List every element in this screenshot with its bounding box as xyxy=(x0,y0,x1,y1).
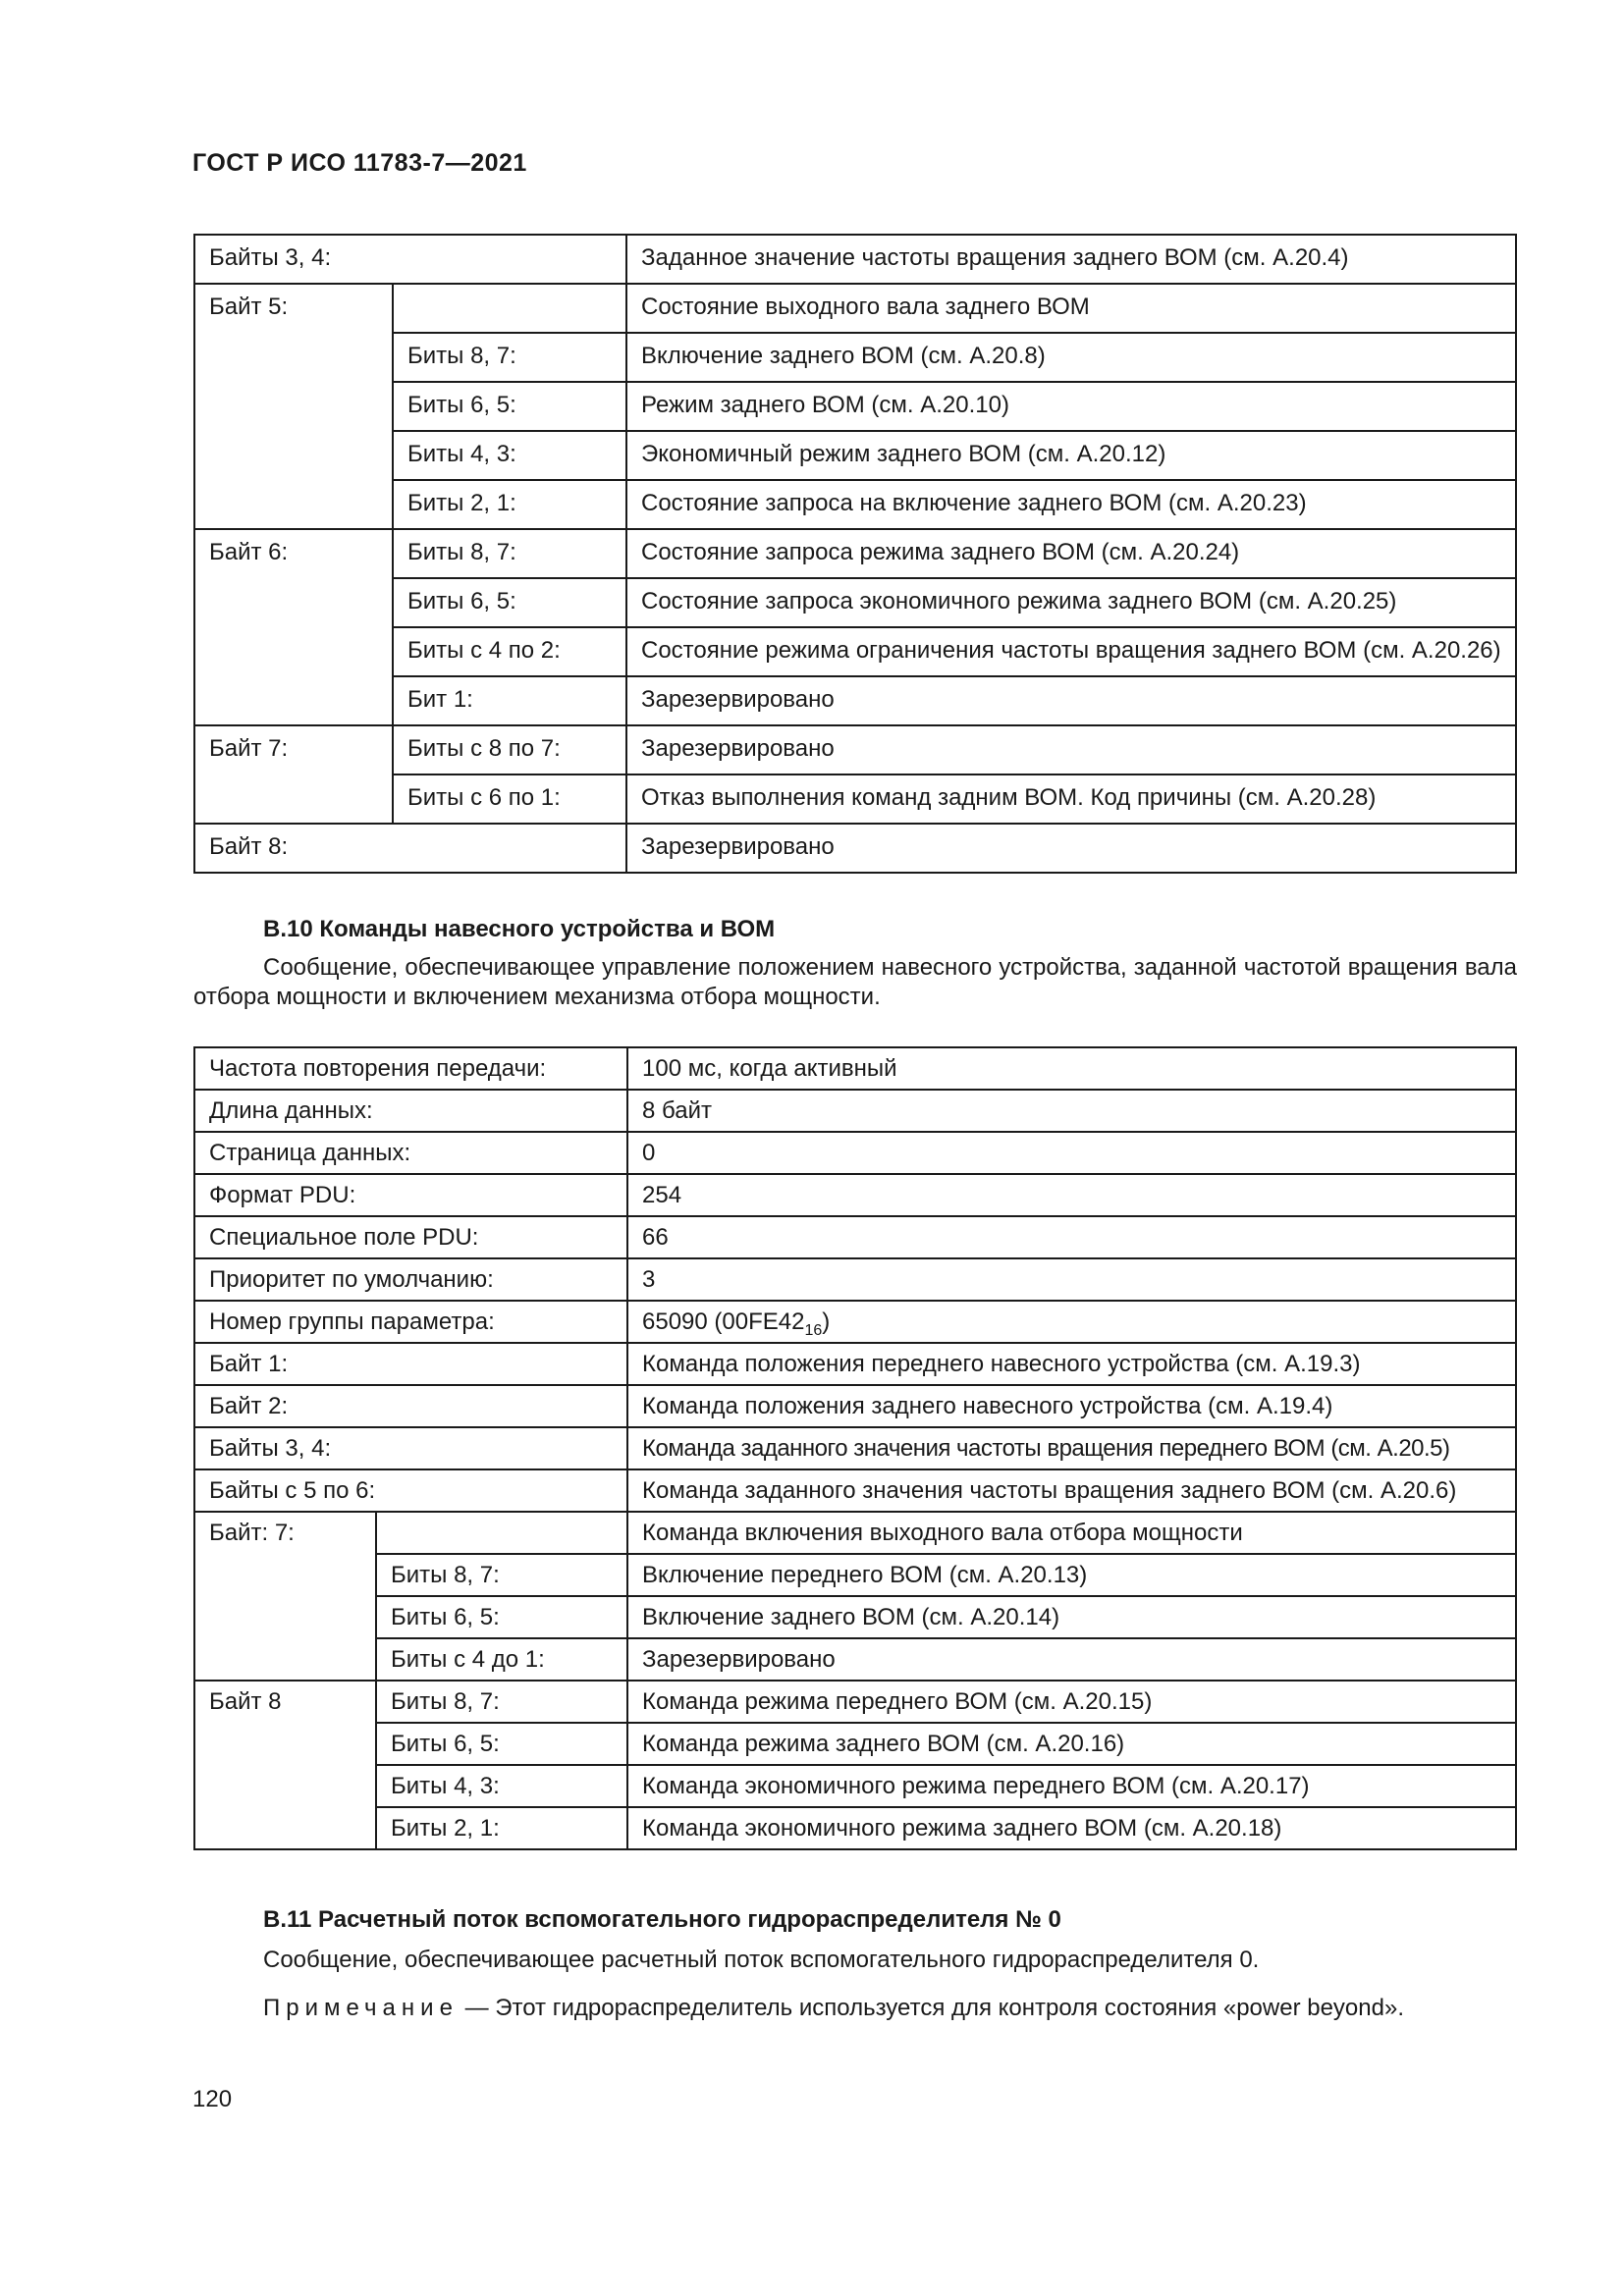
bits-label: Биты 8, 7: xyxy=(376,1681,627,1723)
table-row xyxy=(194,824,1516,873)
byte-label: Байт: 7: xyxy=(194,1512,376,1681)
byte-label: Байт 6: xyxy=(194,529,393,725)
table-row xyxy=(194,333,1516,382)
bits-description: Зарезервировано xyxy=(626,725,1516,774)
table-row xyxy=(194,235,1516,284)
table-row xyxy=(194,1638,1516,1681)
bits-label: Биты с 4 до 1: xyxy=(376,1638,627,1681)
bits-label: Биты 8, 7: xyxy=(376,1554,627,1596)
bits-description: Зарезервировано xyxy=(627,1638,1516,1681)
table-row xyxy=(194,1512,1516,1554)
bits-description: Команда режима заднего ВОМ (см. А.20.16) xyxy=(627,1723,1516,1765)
bits-label: Биты 8, 7: xyxy=(393,333,626,382)
byte-label: Байт 5: xyxy=(194,284,393,529)
table-row xyxy=(194,1427,1516,1469)
bits-description: Включение заднего ВОМ (см. А.20.14) xyxy=(627,1596,1516,1638)
bits-label: Бит 1: xyxy=(393,676,626,725)
bits-description: Состояние запроса режима заднего ВОМ (см. А.20.24) xyxy=(626,529,1516,578)
table-row xyxy=(194,480,1516,529)
table-row xyxy=(194,1343,1516,1385)
table-row xyxy=(194,1301,1516,1343)
table-row xyxy=(194,1765,1516,1807)
section-paragraph-b11: Сообщение, обеспечивающее расчетный поток вспомогательного гидрораспределителя 0. xyxy=(263,1947,1260,1973)
table-row xyxy=(194,1723,1516,1765)
byte-label: Байт 7: xyxy=(194,725,393,824)
pgn-subscript: 16 xyxy=(804,1322,823,1339)
bits-description: Режим заднего ВОМ (см. А.20.10) xyxy=(626,382,1516,431)
table-row xyxy=(194,578,1516,627)
param-label: Номер группы параметра: xyxy=(194,1301,627,1343)
byte-description: Команда положения заднего навесного устройства (см. А.19.4) xyxy=(627,1385,1516,1427)
bits-label: Биты 2, 1: xyxy=(376,1807,627,1849)
page-number: 120 xyxy=(192,2086,233,2112)
table-row xyxy=(194,1258,1516,1301)
param-value: 3 xyxy=(627,1258,1516,1301)
bits-description: Включение переднего ВОМ (см. А.20.13) xyxy=(627,1554,1516,1596)
byte-label: Байты 3, 4: xyxy=(194,1427,627,1469)
table-row xyxy=(194,1047,1516,1090)
param-label: Приоритет по умолчанию: xyxy=(194,1258,627,1301)
bits-label xyxy=(393,284,626,333)
bits-label xyxy=(376,1512,627,1554)
table-row xyxy=(194,1469,1516,1512)
bits-label: Биты 4, 3: xyxy=(393,431,626,480)
bits-label: Биты 6, 5: xyxy=(393,382,626,431)
hitch-pto-command-table xyxy=(193,1046,1517,1850)
bits-description: Экономичный режим заднего ВОМ (см. А.20.12) xyxy=(626,431,1516,480)
table-row xyxy=(194,529,1516,578)
param-label: Длина данных: xyxy=(194,1090,627,1132)
bits-label: Биты с 6 по 1: xyxy=(393,774,626,824)
table-row xyxy=(194,1174,1516,1216)
param-value xyxy=(627,1301,1516,1343)
param-value: 100 мс, когда активный xyxy=(627,1047,1516,1090)
pgn-value: 65090 (00FE42 xyxy=(642,1308,805,1335)
table-row xyxy=(194,1681,1516,1723)
byte-description: Состояние выходного вала заднего ВОМ xyxy=(626,284,1516,333)
param-value: 254 xyxy=(627,1174,1516,1216)
bits-description: Состояние запроса на включение заднего ВОМ (см. А.20.23) xyxy=(626,480,1516,529)
bits-label: Биты 8, 7: xyxy=(393,529,626,578)
byte-label: Байт 8 xyxy=(194,1681,376,1849)
param-value: 0 xyxy=(627,1132,1516,1174)
bits-description: Команда экономичного режима заднего ВОМ (см. А.20.18) xyxy=(627,1807,1516,1849)
param-value: 8 байт xyxy=(627,1090,1516,1132)
bits-label: Биты 2, 1: xyxy=(393,480,626,529)
bits-description: Отказ выполнения команд задним ВОМ. Код причины (см. А.20.28) xyxy=(626,774,1516,824)
byte-description: Заданное значение частоты вращения заднего ВОМ (см. А.20.4) xyxy=(626,235,1516,284)
bits-label: Биты 6, 5: xyxy=(376,1723,627,1765)
byte-description: Команда положения переднего навесного устройства (см. А.19.3) xyxy=(627,1343,1516,1385)
table-row xyxy=(194,1216,1516,1258)
table-row xyxy=(194,431,1516,480)
param-label: Страница данных: xyxy=(194,1132,627,1174)
table-row xyxy=(194,1385,1516,1427)
byte-description: Команда включения выходного вала отбора мощности xyxy=(627,1512,1516,1554)
bits-label: Биты с 8 по 7: xyxy=(393,725,626,774)
table-row xyxy=(194,725,1516,774)
bits-label: Биты 6, 5: xyxy=(393,578,626,627)
param-label: Частота повторения передачи: xyxy=(194,1047,627,1090)
bits-description: Состояние режима ограничения частоты вращения заднего ВОМ (см. А.20.26) xyxy=(626,627,1516,676)
document-header-title: ГОСТ Р ИСО 11783-7—2021 xyxy=(192,149,527,177)
byte-label: Байты 3, 4: xyxy=(194,235,626,284)
table-row xyxy=(194,382,1516,431)
bits-description: Зарезервировано xyxy=(626,676,1516,725)
section-paragraph-b10: Сообщение, обеспечивающее управление положением навесного устройства, заданной частотой вращения вала отбора мощности и включением механизма отбора мощности. xyxy=(193,954,1517,1010)
table-row xyxy=(194,1596,1516,1638)
param-label: Специальное поле PDU: xyxy=(194,1216,627,1258)
section-heading-b10: B.10 Команды навесного устройства и ВОМ xyxy=(263,916,776,942)
section-heading-b11: B.11 Расчетный поток вспомогательного гидрораспределителя № 0 xyxy=(263,1906,1061,1933)
byte-description: Команда заданного значения частоты вращения переднего ВОМ (см. А.20.5) xyxy=(627,1427,1516,1469)
byte-description: Зарезервировано xyxy=(626,824,1516,873)
table-row xyxy=(194,1807,1516,1849)
byte-label: Байт 1: xyxy=(194,1343,627,1385)
table-row xyxy=(194,284,1516,333)
table-row xyxy=(194,627,1516,676)
table-row xyxy=(194,1090,1516,1132)
table-row xyxy=(194,1554,1516,1596)
note-label: Примечание xyxy=(263,1995,459,2021)
byte-label: Байт 8: xyxy=(194,824,626,873)
rear-pto-status-table xyxy=(193,234,1517,874)
byte-label: Байты с 5 по 6: xyxy=(194,1469,627,1512)
table-row xyxy=(194,774,1516,824)
note-text: — Этот гидрораспределитель используется для контроля состояния «power beyond». xyxy=(458,1995,1404,2021)
param-label: Формат PDU: xyxy=(194,1174,627,1216)
byte-description: Команда заданного значения частоты вращения заднего ВОМ (см. А.20.6) xyxy=(627,1469,1516,1512)
table-row xyxy=(194,676,1516,725)
bits-label: Биты с 4 по 2: xyxy=(393,627,626,676)
bits-label: Биты 4, 3: xyxy=(376,1765,627,1807)
bits-description: Включение заднего ВОМ (см. А.20.8) xyxy=(626,333,1516,382)
byte-label: Байт 2: xyxy=(194,1385,627,1427)
bits-description: Состояние запроса экономичного режима заднего ВОМ (см. А.20.25) xyxy=(626,578,1516,627)
bits-description: Команда режима переднего ВОМ (см. А.20.15) xyxy=(627,1681,1516,1723)
bits-description: Команда экономичного режима переднего ВОМ (см. А.20.17) xyxy=(627,1765,1516,1807)
pgn-suffix: ) xyxy=(822,1308,831,1335)
table-row xyxy=(194,1132,1516,1174)
bits-label: Биты 6, 5: xyxy=(376,1596,627,1638)
param-value: 66 xyxy=(627,1216,1516,1258)
note xyxy=(263,1995,1404,2022)
